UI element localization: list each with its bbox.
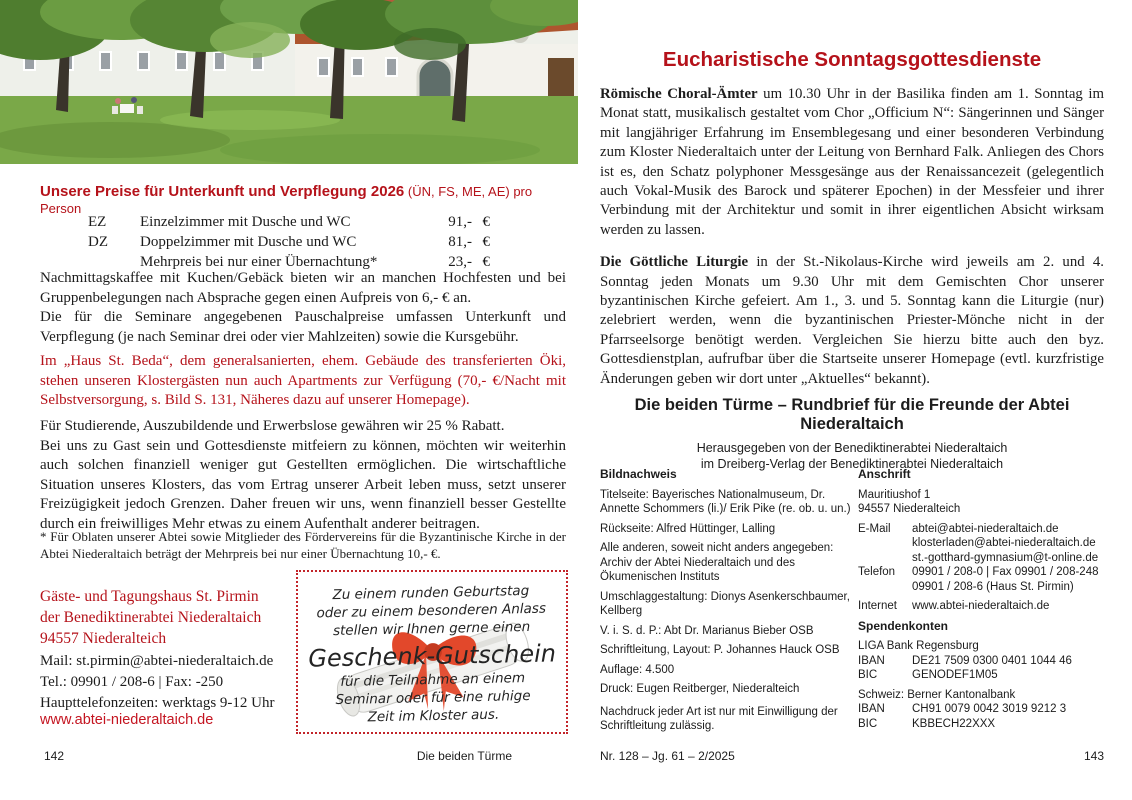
currency: €	[482, 214, 490, 230]
room-desc: Doppelzimmer mit Dusche und WC	[140, 234, 357, 250]
goettliche-liturgie-paragraph	[600, 253, 1104, 389]
goettliche-liturgie-lead: Die Göttliche Liturgie	[600, 254, 749, 271]
bic-value: GENODEF1M05	[912, 669, 998, 681]
currency: €	[482, 254, 490, 270]
oblaten-footnote: * Für Oblaten unserer Abtei sowie Mitglieder des Fördervereins für die Byzantinische Kirche in der Abtei Niederaltaich beträgt der Mehrpreis bei nur einer Übernachtung 10,- €.	[40, 529, 566, 561]
email-address: st.-gotthard-gymnasium@t-online.de	[912, 551, 1099, 564]
credit-item: Alle anderen, soweit nicht anders angegeben: Archiv der Abtei Niederaltaich und des Ökumenischen Instituts	[600, 542, 834, 583]
gast-paragraph: Bei uns zu Gast sein und Gottesdienste mitfeiern zu können, möchten wir weiterhin auch solchen finanziell weniger gut Gestellten ermöglichen. Die wirtschaftliche Situation unseres Klosters, das vom Ertrag unserer Arbeit leben muss, setzt unserer Freizügigkeit jedoch Grenzen. Daher freuen wir uns, wenn finanziell besser Gestellte durch ein freiwilliges Mehr etwas zu einem Aufenthalt anderer beitragen.	[40, 437, 566, 532]
phone-number: 09901 / 208-6 (Haus St. Pirmin)	[912, 580, 1074, 593]
rundbrief-title: Die beiden Türme – Rundbrief für die Freunde der Abtei Niederaltaich	[634, 396, 1070, 433]
credit-item: Auflage: 4.500	[600, 663, 675, 676]
bic-value: KBBECH22XXX	[912, 717, 996, 730]
telefon-values	[912, 565, 1110, 594]
voucher-line: Seminar oder für eine ruhige	[335, 687, 531, 709]
guesthouse-city: 94557 Niederalteich	[40, 630, 167, 647]
bic-row	[858, 717, 1110, 732]
credit-item: Rückseite: Alfred Hüttinger, Lalling	[600, 522, 776, 535]
guesthouse-address	[40, 586, 340, 649]
mass-schedule-paragraphs	[600, 85, 1104, 389]
courtyard-photo	[0, 0, 578, 164]
gift-voucher-box	[296, 570, 568, 734]
price-heading-main: Unsere Preise für Unterkunft und Verpflegung 2026	[40, 183, 405, 200]
bank-name: LIGA Bank Regensburg	[858, 640, 979, 652]
internet-label: Internet	[858, 600, 897, 612]
right-page-number: 143	[1083, 749, 1104, 763]
room-price: 81,-	[448, 234, 472, 250]
voucher-line: Zeit im Kloster aus.	[367, 706, 500, 726]
bildnachweis-column	[600, 467, 852, 739]
coffee-seminar-paragraphs	[40, 269, 566, 347]
guesthouse-name: Gäste- und Tagungshaus St. Pirmin	[40, 588, 259, 605]
left-footer-label: Die beiden Türme	[416, 749, 512, 763]
iban-row	[858, 702, 1110, 717]
guesthouse-abbey: der Benediktinerabtei Niederaltaich	[40, 609, 262, 626]
choral-aemter-lead: Römische Choral-Ämter	[600, 86, 758, 102]
bic-row	[858, 668, 1110, 683]
bank-name: Schweiz: Berner Kantonalbank	[858, 688, 1016, 701]
credit-item: V. i. S. d. P.: Abt Dr. Marianus Bieber OSB	[600, 624, 814, 637]
bic-label: BIC	[858, 717, 878, 730]
voucher-line: für die Teilnahme an einem	[340, 670, 526, 690]
goettliche-liturgie-text: in der St.-Nikolaus-Kirche wird jeweils am 2. und 4. Sonntag jeden Monats um 9.30 Uhr mit dem Gemischten Chor unserer byzantinischen Kirche gefeiert. Am 1., 3. und 5. Sonntag kann die Liturgie (nur) zelebriert werden, wenn die byzantinischen Priester-Mönche nicht in der Pfarrseelsorge benötigt werden. Vergleichen Sie hierzu bitte auch den byz. Gottesdienstplan, aufrufbar über die Startseite unserer Homepage (evtl. kurzfristige Änderungen geben wir dort unter „Aktuelles“ bekannt).	[600, 254, 1104, 387]
abbey-city: 94557 Niederalteich	[858, 503, 961, 515]
rabatt-paragraph: Für Studierende, Auszubildende und Erwerbslose gewähren wir 25 % Rabatt.	[40, 418, 505, 434]
abbey-website-link: www.abtei-niederaltaich.de	[40, 712, 214, 728]
haus-st-beda-paragraph: Im „Haus St. Beda“, dem generalsanierten, ehem. Gebäude des transferierten Öki, stehen unseren Klostergästen nun auch Apartments zur Verfügung (70,- €/Nacht mit Selbstversorgung, s. Bild S. 131, Näheres dazu auf unserer Homepage).	[40, 353, 566, 408]
issue-label: Nr. 128 – Jg. 61 – 2/2025	[600, 749, 735, 763]
internet-url: www.abtei-niederaltaich.de	[912, 600, 1050, 612]
anschrift-heading: Anschrift	[858, 467, 911, 481]
reprint-notice: Nachdruck jeder Art ist nur mit Einwilligung der Schriftleitung zulässig.	[600, 705, 838, 732]
email-values	[912, 522, 1110, 566]
room-desc: Einzelzimmer mit Dusche und WC	[140, 214, 351, 230]
credit-item: Umschlaggestaltung: Dionys Asenkerschbaumer, Kellberg	[600, 590, 850, 617]
abbey-street: Mauritiushof 1	[858, 488, 931, 501]
credit-item: Druck: Eugen Reitberger, Niederalteich	[600, 683, 800, 695]
email-address: abtei@abtei-niederaltaich.de	[912, 522, 1059, 535]
internet-row	[858, 599, 1110, 614]
rundbrief-verlag: im Dreiberg-Verlag der Benediktinerabtei Niederaltaich	[700, 457, 1004, 471]
email-address: klosterladen@abtei-niederaltaich.de	[912, 537, 1096, 549]
telefon-label: Telefon	[858, 566, 896, 578]
bic-label: BIC	[858, 669, 878, 681]
room-desc: Mehrpreis bei nur einer Übernachtung*	[140, 254, 378, 270]
spenden-heading: Spendenkonten	[858, 618, 949, 633]
choral-aemter-text: um 10.30 Uhr in der Basilika finden am 1. Sonntag im Monat statt, musikalisch gestaltet vom Chor „Officium N“: Sängerinnen und Sänger mit langjähriger Erfahrung im Ensemblegesang und einer besonderen Verbindung zum Kloster Niederaltaich unter der Leitung von Bernhard Falk. Anliegen des Chors ist es, den Schatz polyphoner Messgesänge aus der Renaissancezeit (gelegentlich auch Vokal-Musik des Barock und späterer Epochen) in der Messfeier und ihrer Verbindung mit der Architektur und somit in ihrer eigentlichen Absicht wirksam werden zu lassen.	[600, 86, 1104, 238]
courtyard-photo-illustration	[0, 0, 578, 164]
coffee-paragraph: Nachmittagskaffee mit Kuchen/Gebäck bieten wir an manchen Hochfesten und bei Gruppenbelegungen nach Absprache gegen einen Aufpreis von 6,- € an.	[40, 270, 566, 306]
iban-value: DE21 7509 0300 0401 1044 46	[912, 654, 1072, 667]
voucher-title: Geschenk-Gutschein	[308, 639, 557, 673]
price-row	[88, 212, 490, 232]
voucher-line: oder zu einem besonderen Anlass	[316, 600, 547, 622]
seminar-paragraph: Die für die Seminare angegebenen Pauschalpreise umfassen Unterkunft und Verpflegung (je nach Seminar drei oder vier Mahlzeiten) sowie die Kursgebühr.	[40, 309, 566, 345]
credit-item: Schriftleitung, Layout: P. Johannes Hauck OSB	[600, 644, 840, 656]
choral-aemter-paragraph	[600, 85, 1104, 240]
telefon-row	[858, 565, 1110, 594]
iban-row	[858, 654, 1110, 669]
phone-number: 09901 / 208-0 | Fax 09901 / 208-248	[912, 566, 1099, 578]
room-code: DZ	[88, 234, 108, 250]
anschrift-column	[858, 467, 1110, 731]
bildnachweis-heading: Bildnachweis	[600, 467, 677, 481]
room-price: 23,-	[448, 254, 472, 270]
email-label: E-Mail	[858, 522, 891, 535]
iban-value: CH91 0079 0042 3019 9212 3	[912, 703, 1067, 715]
price-table	[88, 212, 490, 272]
guesthouse-mail: Mail: st.pirmin@abtei-niederaltaich.de	[40, 653, 274, 669]
page-title: Eucharistische Sonntagsgottesdienste	[662, 48, 1042, 71]
price-row	[88, 232, 490, 252]
iban-label: IBAN	[858, 654, 885, 667]
email-row	[858, 522, 1110, 566]
guesthouse-hours: Haupttelefonzeiten: werktags 9-12 Uhr	[40, 695, 275, 711]
rundbrief-masthead	[600, 396, 1104, 472]
room-code: EZ	[88, 214, 107, 230]
rundbrief-publisher: Herausgegeben von der Benediktinerabtei Niederaltaich	[696, 441, 1008, 455]
left-page-number: 142	[44, 749, 65, 763]
voucher-line: Zu einem runden Geburtstag	[332, 582, 530, 604]
price-heading-suffix: (ÜN, FS, ME, AE) pro Person	[40, 184, 533, 216]
iban-label: IBAN	[858, 703, 885, 715]
currency: €	[482, 234, 490, 250]
credit-item: Titelseite: Bayerisches Nationalmuseum, Dr. Annette Schommers (li.)/ Erik Pike (re. ob. u. un.)	[600, 488, 851, 515]
guesthouse-contact	[40, 651, 340, 714]
voucher-line: stellen wir Ihnen gerne einen	[332, 618, 531, 640]
discount-paragraphs	[40, 417, 566, 534]
guesthouse-tel: Tel.: 09901 / 208-6 | Fax: -250	[40, 674, 224, 690]
room-price: 91,-	[448, 214, 472, 230]
voucher-text	[296, 569, 567, 728]
